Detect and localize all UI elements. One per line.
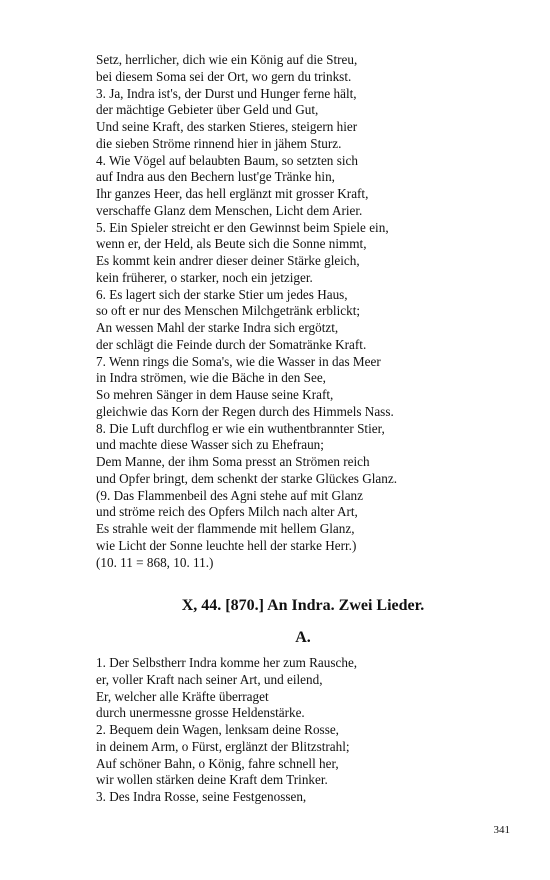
verse-line: 5. Ein Spieler streicht er den Gewinnst beim Spiele ein, bbox=[96, 219, 389, 235]
hymn-title: X, 44. [870.] An Indra. Zwei Lieder. bbox=[181, 597, 425, 614]
verse-line: und Opfer bringt, dem schenkt der starke Glückes Glanz. bbox=[96, 470, 398, 486]
verse-line: in Indra strömen, wie die Bäche in den See, bbox=[96, 370, 326, 386]
verse-line: auf Indra aus den Bechern lust'ge Tränke hin, bbox=[96, 169, 335, 185]
verse-line: So mehren Sänger in dem Hause seine Kraft, bbox=[96, 387, 334, 402]
verse-line: 3. Des Indra Rosse, seine Festgenossen, bbox=[96, 789, 307, 804]
verse-line: Es strahle weit der flammende mit hellem Glanz, bbox=[96, 521, 355, 536]
verse-line: verschaffe Glanz dem Menschen, Licht dem Arier. bbox=[96, 202, 363, 218]
verse-line: wir wollen stärken deine Kraft dem Trinker. bbox=[96, 772, 328, 788]
verse-line: (9. Das Flammenbeil des Agni stehe auf mit Glanz bbox=[96, 487, 363, 503]
verse-line: 7. Wenn rings die Soma's, wie die Wasser in das Meer bbox=[96, 353, 381, 369]
verse-line: und machte diese Wasser sich zu Ehefraun; bbox=[96, 437, 324, 453]
page-number: 341 bbox=[493, 824, 510, 836]
verse-line: so oft er nur des Menschen Milchgetränk erblickt; bbox=[96, 303, 361, 319]
verse-line: der schlägt die Feinde durch der Somatränke Kraft. bbox=[96, 336, 367, 352]
verse-line: Setz, herrlicher, dich wie ein König auf die Streu, bbox=[96, 52, 358, 67]
verse-line: Und seine Kraft, des starken Stieres, steigern hier bbox=[96, 119, 358, 134]
verse-line: wie Licht der Sonne leuchte hell der starke Herr.) bbox=[96, 537, 357, 553]
verse-line: Ihr ganzes Heer, das hell erglänzt mit grosser Kraft, bbox=[96, 186, 369, 201]
verse-line: der mächtige Gebieter über Geld und Gut, bbox=[96, 102, 319, 118]
verse-line: Er, welcher alle Kräfte überraget bbox=[96, 688, 269, 704]
verse-line: bei diesem Soma sei der Ort, wo gern du trinkst. bbox=[96, 68, 352, 84]
verse-line: 3. Ja, Indra ist's, der Durst und Hunger ferne hält, bbox=[96, 85, 357, 101]
verse-block-continued bbox=[96, 52, 526, 571]
verse-line: Dem Manne, der ihm Soma presst an Strömen reich bbox=[96, 454, 370, 469]
verse-line: (10. 11 = 868, 10. 11.) bbox=[96, 554, 214, 570]
verse-line: wenn er, der Held, als Beute sich die Sonne nimmt, bbox=[96, 236, 367, 252]
verse-line: durch unermessne grosse Heldenstärke. bbox=[96, 705, 305, 721]
verse-line: er, voller Kraft nach seiner Art, und eilend, bbox=[96, 671, 323, 687]
verse-line: in deinem Arm, o Fürst, erglänzt der Blitzstrahl; bbox=[96, 738, 350, 754]
verse-line: Es kommt kein andrer dieser deiner Stärke gleich, bbox=[96, 253, 360, 268]
verse-block-hymn-a bbox=[96, 655, 526, 806]
verse-line: 4. Wie Vögel auf belaubten Baum, so setzten sich bbox=[96, 152, 358, 168]
verse-line: gleichwie das Korn der Regen durch des Himmels Nass. bbox=[96, 403, 394, 419]
hymn-section-label: A. bbox=[295, 629, 311, 646]
verse-line: Auf schöner Bahn, o König, fahre schnell her, bbox=[96, 755, 339, 771]
verse-line: An wessen Mahl der starke Indra sich ergötzt, bbox=[96, 320, 339, 335]
verse-line: kein früherer, o starker, noch ein jetziger. bbox=[96, 269, 313, 285]
verse-line: die sieben Ströme rinnend hier in jähem Sturz. bbox=[96, 135, 342, 151]
verse-line: 8. Die Luft durchflog er wie ein wuthentbrannter Stier, bbox=[96, 420, 385, 436]
verse-line: 1. Der Selbstherr Indra komme her zum Rausche, bbox=[96, 655, 358, 670]
verse-line: und ströme reich des Opfers Milch nach alter Art, bbox=[96, 504, 358, 520]
verse-line: 6. Es lagert sich der starke Stier um jedes Haus, bbox=[96, 286, 348, 302]
verse-line: 2. Bequem dein Wagen, lenksam deine Rosse, bbox=[96, 722, 339, 737]
